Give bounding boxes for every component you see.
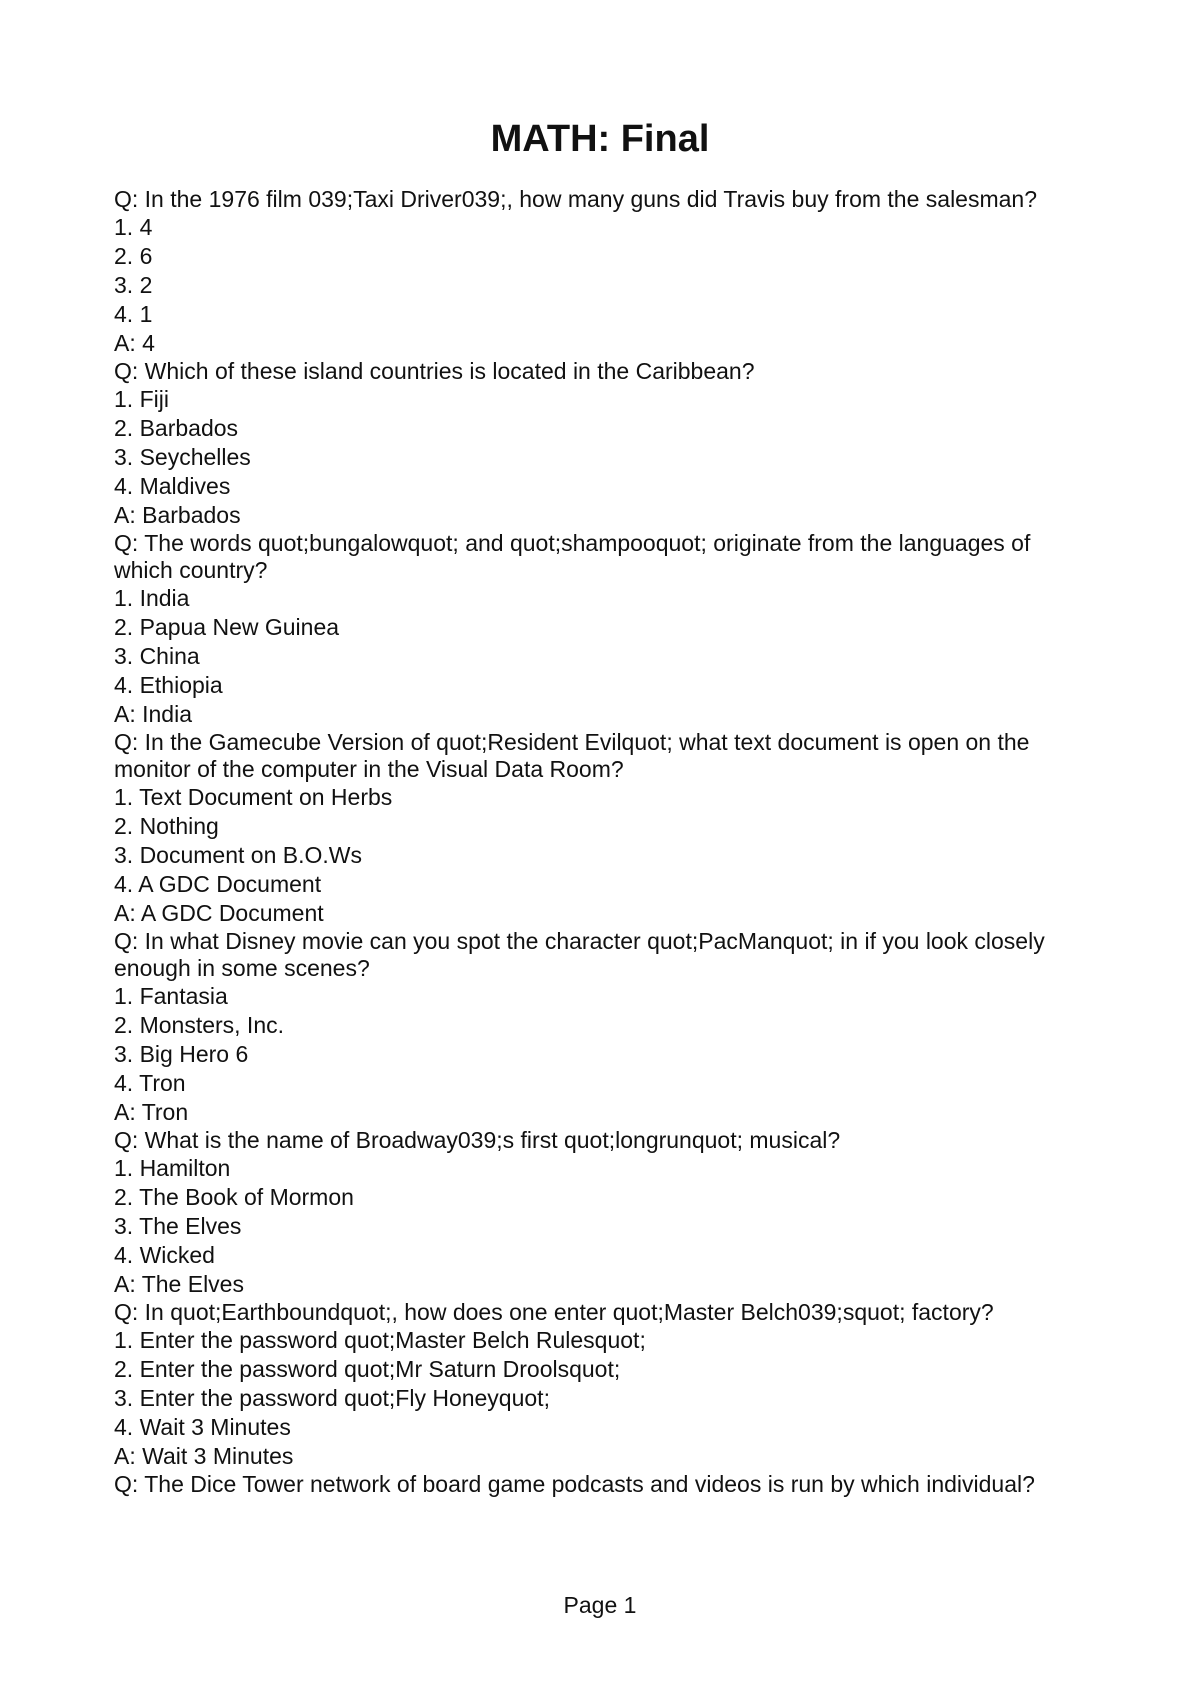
- answer-option: 4. Tron: [114, 1070, 186, 1096]
- question-text: Q: The words quot;bungalowquot; and quot;shampooquot; originate from the languages of which country?: [114, 530, 1031, 583]
- answer-option: 2. 6: [114, 243, 153, 269]
- correct-answer: A: India: [114, 701, 192, 727]
- answer-option: 3. China: [114, 643, 200, 669]
- correct-answer: A: Wait 3 Minutes: [114, 1443, 294, 1469]
- answer-option: 2. Barbados: [114, 415, 239, 441]
- question-block: [114, 530, 1094, 729]
- quiz-content: [114, 186, 1094, 1498]
- question-text: Q: In quot;Earthboundquot;, how does one enter quot;Master Belch039;squot; factory?: [114, 1299, 994, 1325]
- question-text: Q: The Dice Tower network of board game podcasts and videos is run by which individual?: [114, 1471, 1035, 1497]
- answer-option: 3. Seychelles: [114, 444, 251, 470]
- question-block: [114, 186, 1094, 358]
- answer-option: 2. The Book of Mormon: [114, 1184, 354, 1210]
- answer-option: 4. Wicked: [114, 1242, 215, 1268]
- answer-option: 4. 1: [114, 301, 153, 327]
- answer-option: 4. A GDC Document: [114, 871, 322, 897]
- answer-option: 3. Enter the password quot;Fly Honeyquot;: [114, 1385, 550, 1411]
- question-text: Q: In what Disney movie can you spot the character quot;PacManquot; in if you look closely enough in some scenes?: [114, 928, 1045, 981]
- answer-option: 3. Big Hero 6: [114, 1041, 249, 1067]
- question-text: Q: In the Gamecube Version of quot;Resident Evilquot; what text document is open on the monitor of the computer in the Visual Data Room?: [114, 729, 1030, 782]
- question-text: Q: What is the name of Broadway039;s first quot;longrunquot; musical?: [114, 1127, 841, 1153]
- answer-option: 2. Nothing: [114, 813, 219, 839]
- answer-option: 1. Text Document on Herbs: [114, 784, 393, 810]
- answer-option: 2. Enter the password quot;Mr Saturn Droolsquot;: [114, 1356, 621, 1382]
- answer-option: 4. Ethiopia: [114, 672, 223, 698]
- page-title: MATH: Final: [490, 118, 710, 160]
- answer-option: 3. The Elves: [114, 1213, 242, 1239]
- answer-option: 1. Hamilton: [114, 1155, 231, 1181]
- answer-option: 2. Papua New Guinea: [114, 614, 340, 640]
- question-text: Q: Which of these island countries is located in the Caribbean?: [114, 358, 755, 384]
- question-block: [114, 1127, 1094, 1299]
- question-block: [114, 358, 1094, 530]
- answer-option: 1. Enter the password quot;Master Belch Rulesquot;: [114, 1327, 646, 1353]
- answer-option: 1. Fantasia: [114, 983, 228, 1009]
- answer-option: 1. Fiji: [114, 386, 169, 412]
- question-block: [114, 729, 1094, 928]
- answer-option: 1. 4: [114, 214, 153, 240]
- question-text: Q: In the 1976 film 039;Taxi Driver039;, how many guns did Travis buy from the salesman?: [114, 186, 1037, 212]
- correct-answer: A: Tron: [114, 1099, 189, 1125]
- answer-option: 3. Document on B.O.Ws: [114, 842, 362, 868]
- answer-option: 2. Monsters, Inc.: [114, 1012, 285, 1038]
- question-block: [114, 1299, 1094, 1471]
- page-number: Page 1: [563, 1592, 637, 1618]
- answer-option: 4. Maldives: [114, 473, 231, 499]
- correct-answer: A: Barbados: [114, 502, 241, 528]
- correct-answer: A: A GDC Document: [114, 900, 324, 926]
- correct-answer: A: 4: [114, 330, 155, 356]
- correct-answer: A: The Elves: [114, 1271, 244, 1297]
- question-block: [114, 1471, 1094, 1498]
- question-block: [114, 928, 1094, 1127]
- answer-option: 3. 2: [114, 272, 153, 298]
- answer-option: 1. India: [114, 585, 190, 611]
- answer-option: 4. Wait 3 Minutes: [114, 1414, 291, 1440]
